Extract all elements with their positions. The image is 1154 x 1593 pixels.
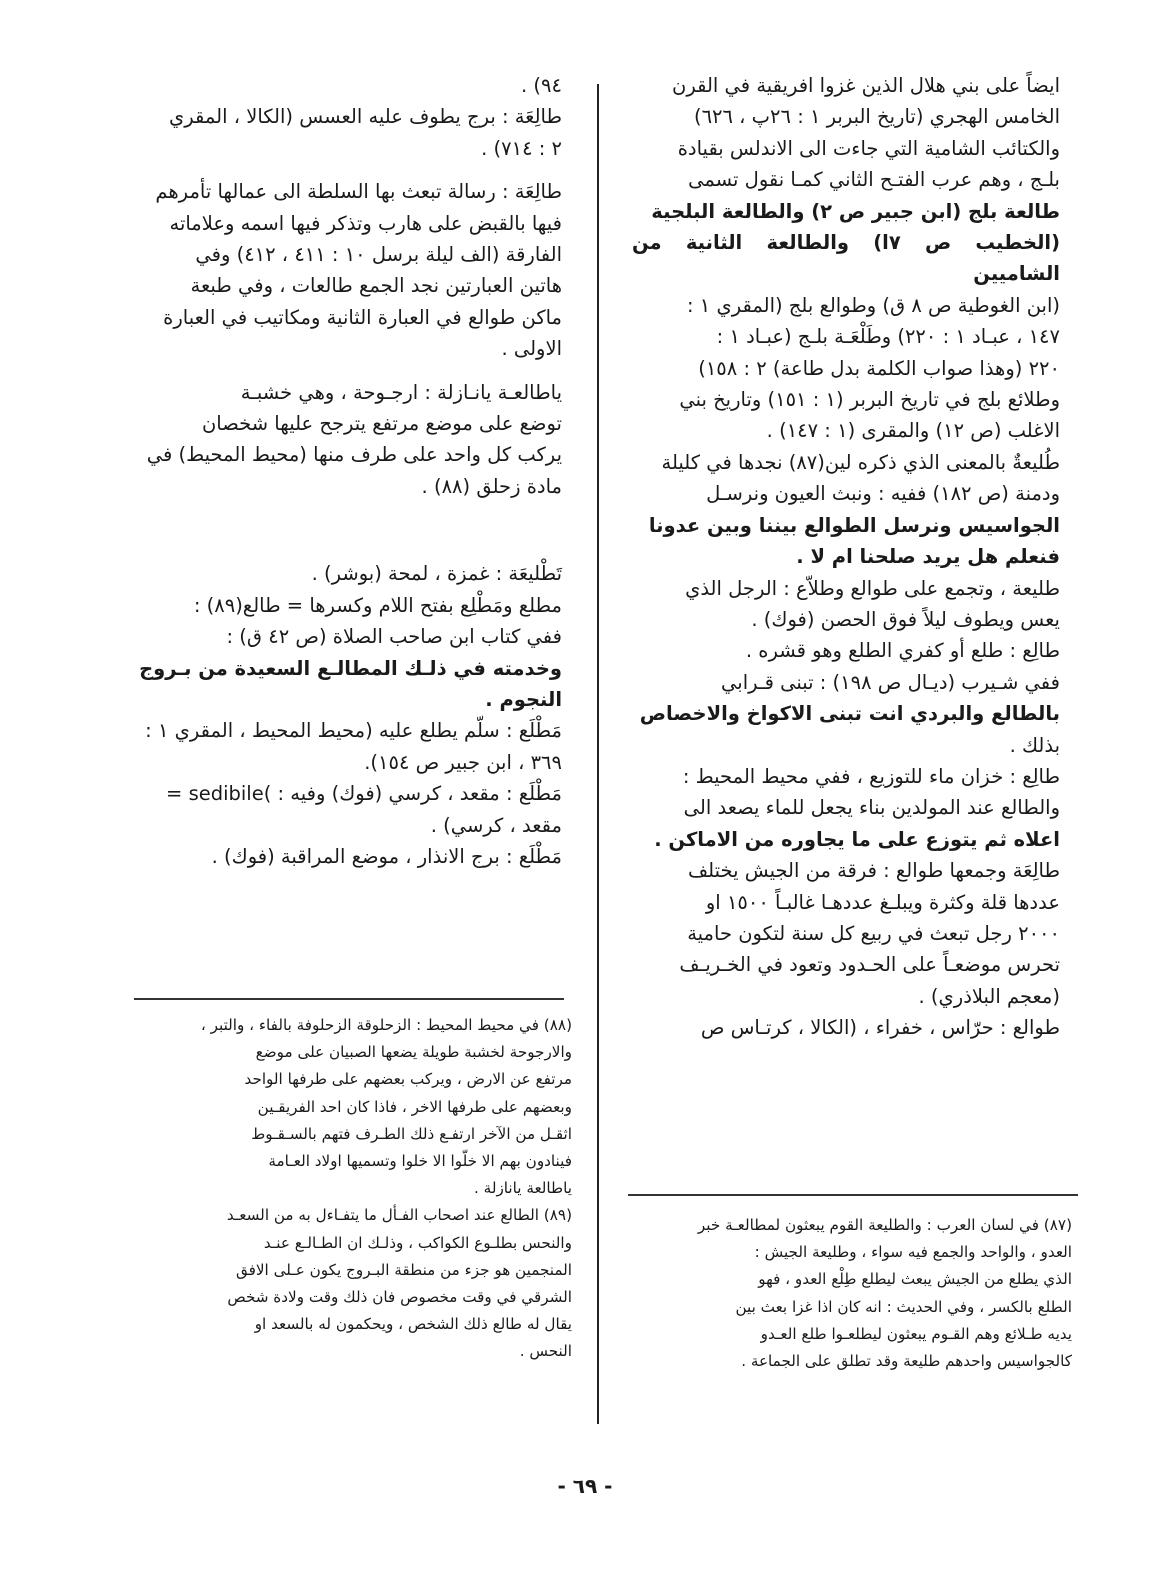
text-line: طالِعَة : برج يطوف عليه العسس (الكالا ، المقري	[169, 105, 562, 129]
text-line: مَطْلَع : برج الانذار ، موضع المراقبة (فوك) .	[211, 844, 562, 868]
footnote-line: المنجمين هو جزء من منطقة البـروج يكون عـلى الافق	[235, 1260, 572, 1279]
text-line: فيها بالقبض على هارب وتذكر فيها اسمه وعلاماته	[169, 211, 562, 235]
text-line: مادة زحلق (٨٨) .	[421, 474, 562, 498]
footnote-line: مرتفع عن الارض ، ويركب بعضهم على طرفها الواحد	[244, 1070, 572, 1089]
footnote-rule-left	[134, 998, 564, 1000]
text-line: والكتائب الشامية التي جاءت الى الاندلس بقيادة	[677, 136, 1060, 160]
text-line: (الخطيب ص ٧ا) والطالعة الثانية من الشاميين	[632, 231, 1060, 286]
text-line: ٢ : ٧١٤) .	[481, 136, 562, 160]
text-line: فنعلم هل يريد صلحنا ام لا .	[796, 545, 1060, 569]
text-line: مقعد ، كرسي) .	[430, 813, 562, 837]
text-line: عددها قلة وكثرة ويبلـغ عددهـا غالبـاً ١٥٠٠ او	[705, 890, 1060, 914]
text-line: يركب كل واحد على طرف منها (محيط المحيط) في	[146, 443, 562, 467]
text-line: ٣٦٩ ، ابن جبير ص ١٥٤).	[364, 750, 562, 774]
text-line: تحرس موضعـاً على الحـدود وتعود في الخـريـف	[679, 953, 1060, 977]
footnote-87	[636, 1212, 1072, 1375]
footnote-line: الطلع بالكسر ، وفي الحديث : انه كان اذا غزا بعث بين	[735, 1297, 1072, 1316]
column-divider	[597, 84, 599, 1424]
footnote-line: يقال له طالع ذلك الشخص ، ويحكمون له بالسعد او	[254, 1315, 572, 1334]
text-line: طوالع : حرّاس ، خفراء ، (الكالا ، كرتـاس ص	[700, 1016, 1060, 1040]
text-line: توضع على موضع مرتفع يترجح عليها شخصان	[201, 412, 562, 436]
footnote-line: اثقـل من الآخر ارتفـع ذلك الطـرف فتهم بالسـقـوط	[251, 1124, 572, 1143]
right-column	[632, 70, 1060, 1044]
text-line: الاغلب (ص ١٢) والمقرى (١ : ١٤٧) .	[766, 419, 1060, 443]
footnote-line: النحس .	[519, 1342, 572, 1361]
text-line: ٢٠٠٠ رجل تبعث في ربيع كل سنة لتكون حامية	[687, 921, 1060, 945]
text-line: ١٤٧ ، عبـاد ١ : ٢٢٠) وطَلْعَـة بلـج (عبـاد ١ :	[716, 325, 1060, 349]
text-line: تَطْليعَة : غمزة ، لمحة (بوشر) .	[311, 562, 562, 586]
footnote-line: يديه طـلائع وهم القـوم يبعثون ليطلعـوا طلع العـدو	[760, 1324, 1072, 1343]
footnote-88	[132, 1012, 572, 1202]
text-line: طالِعَة وجمعها طوالع : فرقة من الجيش يختلف	[687, 859, 1060, 883]
footnote-line: العدو ، والواحد والجمع فيه سواء ، وطليعة الجيش :	[754, 1243, 1072, 1262]
text-line: النجوم .	[485, 687, 562, 711]
text-line: بلـج ، وهم عرب الفتـح الثاني كمـا نقول تسمى	[688, 168, 1060, 192]
text-line: الخامس الهجري (تاريخ البربر ١ : ٢٦پ ، ٦٢٦)	[693, 105, 1060, 129]
text-line: ودمنة (ص ١٨٢) ففيه : ونبث العيون ونرسـل	[706, 482, 1060, 506]
text-line: طالِع : خزان ماء للتوزيع ، ففي محيط المحيط :	[682, 764, 1060, 788]
footnote-line: ياطالعة يانازلة .	[474, 1179, 572, 1198]
text-line: والطالع عند المولدين بناء يجعل للماء يصعد الى	[683, 796, 1060, 820]
text-line: بذلك .	[1009, 733, 1060, 757]
footnotes-left	[132, 1012, 572, 1366]
text-line: (ابن الغوطية ص ٨ ق) وطوالع بلج (المقري ١ :	[687, 293, 1060, 317]
footnote-line: (٨٧) في لسان العرب : والطليعة القوم يبعثون لمطالعـة خبر	[697, 1216, 1072, 1234]
text-line: طُليعةٌ بالمعنى الذي ذكره لين(٨٧) نجدها في كليلة	[661, 450, 1060, 474]
text-line: ياطالعـة يانـازلة : ارجـوحة ، وهي خشبـة	[240, 380, 562, 404]
text-line: ففي كتاب ابن صاحب الصلاة (ص ٤٢ ق) :	[226, 625, 562, 649]
text-line: طالِع : طلع أو كفري الطلع وهو قشره .	[745, 639, 1060, 663]
text-line: ٩٤) .	[521, 74, 562, 97]
footnote-line: الشرقي في وقت مخصوص فان ذلك وقت ولادة شخص	[227, 1288, 572, 1307]
footnote-89	[132, 1202, 572, 1365]
text-line: طالِعَة : رسالة تبعث بها السلطة الى عمالها تأمرهم	[155, 180, 562, 204]
text-line: الاولى .	[501, 337, 562, 361]
text-line: ماكن طوالع في العبارة الثانية ومكاتيب في العبارة	[163, 305, 562, 329]
text-line: (معجم البلاذري) .	[918, 984, 1060, 1008]
text-line: مَطْلَع : مقعد ، كرسي (فوك) وفيه : )sedibile =	[166, 782, 562, 806]
text-line: طالعة بلج (ابن جبير ص ٢) والطالعة البلجية	[651, 199, 1060, 223]
footnote-line: وبعضهم على طرفها الاخر ، فاذا كان احد الفريقـين	[257, 1097, 572, 1116]
footnote-line: (٨٩) الطالع عند اصحاب الفـأل ما يتفـاءل به من السعـد	[226, 1206, 572, 1225]
footnote-line: (٨٨) في محيط المحيط : الزحلوقة الزحلوفة بالفاء ، والتبر ،	[200, 1016, 572, 1034]
text-line: الجواسيس ونرسل الطوالع بيننا وبين عدونا	[648, 513, 1060, 537]
text-line: مَطْلَع : سلّم يطلع عليه (محيط المحيط ، المقري ١ :	[145, 719, 562, 743]
text-line: طليعة ، وتجمع على طوالع وطلاّع : الرجل الذي	[685, 576, 1060, 600]
footnote-line: والنحس بطلـوع الكواكب ، وذلـك ان الطـالـع عنـد	[263, 1233, 572, 1252]
text-line: هاتين العبارتين نجد الجمع طالعات ، وفي طبعة	[190, 274, 562, 298]
footnote-line: والارجوحة لخشبة طويلة يضعها الصبيان على موضع	[255, 1043, 572, 1062]
footnotes-right	[636, 1212, 1072, 1375]
text-line: وطلائع بلج في تاريخ البربر (١ : ١٥١) وتاريخ بني	[679, 388, 1060, 412]
text-line: وخدمته في ذلـك المطالـع السعيدة من بـروج	[139, 656, 562, 680]
footnote-line: كالجواسيس واحدهم طليعة وقد تطلق على الجماعة .	[741, 1352, 1072, 1371]
text-line: اعلاه ثم يتوزع على ما يجاوره من الاماكن .	[654, 827, 1060, 851]
text-line: بالطالع والبردي انت تبنى الاكواخ والاخصاص	[639, 702, 1060, 726]
text-line: ففي شـيرب (ديـال ص ١٩٨) : تبنى قـرابي	[721, 670, 1060, 694]
footnote-rule-right	[628, 1194, 1078, 1196]
text-line: ايضاً على بني هلال الذين غزوا افريقية في القرن	[672, 74, 1060, 97]
text-line: مطلع ومَطْلِع بفتح اللام وكسرها = طالع(٨٩) :	[193, 593, 562, 617]
text-line: الفارقة (الف ليلة برسل ١٠ : ٤١١ ، ٤١٢) وفي	[195, 243, 562, 267]
text-line: يعس ويطوف ليلاً فوق الحصن (فوك) .	[751, 607, 1060, 631]
left-column	[130, 70, 562, 872]
footnote-line: الذي يطلع من الجيش يبعث ليطلع طِلْع العدو ، فهو	[758, 1270, 1072, 1289]
page-number: - ٦٩ -	[557, 1474, 613, 1498]
footnote-line: فينادون بهم الا خلّوا الا خلوا وتسميها اولاد العـامة	[268, 1152, 572, 1171]
text-line: ٢٢٠ (وهذا صواب الكلمة بدل طاعة) ٢ : ١٥٨)	[698, 356, 1060, 380]
